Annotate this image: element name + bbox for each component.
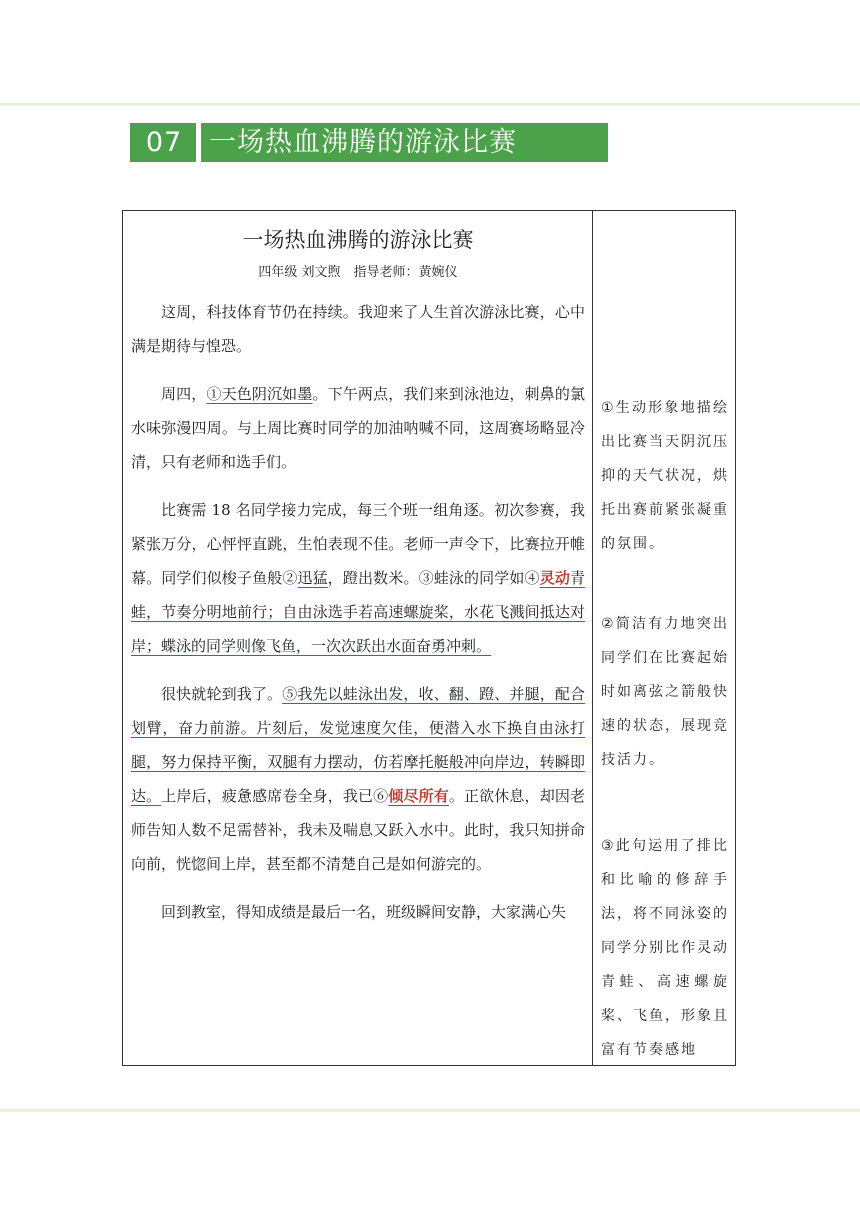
- paragraph-4: [131, 677, 585, 881]
- essay-byline: 四年级 刘文煦 指导老师：黄婉仪: [258, 265, 458, 280]
- p4-text-c: 上岸后，疲惫感席卷全身，我已⑥: [161, 787, 389, 805]
- p2-underlined-1: ①天色阴沉如墨: [206, 385, 313, 403]
- p3-text-c: ，蹬出数米。③蛙泳的同学如④: [327, 569, 540, 587]
- p2-text-c: 。下午两点，我们来到泳池边，刺鼻的氯水味弥漫四周。与上周比赛时同学的加油呐喊不同，这周赛场略显冷清，只有老师和选手们。: [131, 385, 585, 471]
- p3-text-a: 比赛需 18 名同学接力完成，每三个班一组角逐。初次参赛，我紧张万分，心怦怦直跳，生怕表现不佳。老师一声令下，比赛拉开帷幕。同学们似梭子鱼般②: [131, 501, 585, 587]
- banner-separator: [196, 123, 201, 162]
- annotation-3: ③此句运用了排比和比喻的修辞手法，将不同泳姿的同学分别比作灵动青蛙、高速螺旋桨、飞鱼，形象且富有节奏感地: [601, 838, 729, 1058]
- paragraph-1: 这周，科技体育节仍在持续。我迎来了人生首次游泳比赛，心中满是期待与惶恐。: [131, 303, 585, 355]
- bottom-rule: [0, 1109, 860, 1112]
- paragraph-2: [131, 377, 585, 479]
- p3-underlined-3: 青蛙，节奏分明地前行；自由泳选手若高速螺旋桨，水花飞溅间抵达对岸；蝶泳的同学则像飞鱼，一次次跃出水面奋勇冲刺。: [131, 569, 585, 655]
- annotation-1: ①生动形象地描绘出比赛当天阴沉压抑的天气状况，烘托出赛前紧张凝重的氛围。: [601, 400, 729, 552]
- paragraph-3: [131, 493, 585, 663]
- section-title: 一场热血沸腾的游泳比赛: [209, 127, 517, 158]
- column-divider: [592, 211, 593, 1065]
- p3-underlined-2: 迅猛: [297, 569, 328, 587]
- p4-text-a: 很快就轮到我了。: [161, 685, 283, 703]
- p3-highlight-4: 灵动: [539, 569, 570, 587]
- annotation-2: ②简洁有力地突出同学们在比赛起始时如离弦之箭般快速的状态，展现竞技活力。: [601, 616, 729, 768]
- p2-text-a: 周四，: [161, 385, 207, 403]
- section-banner: [130, 123, 608, 162]
- p4-underlined-5: ⑤我先以蛙泳出发，收、翻、蹬、并腿，配合划臂，奋力前游。片刻后，发觉速度欠佳，便潜入水下换自由泳打腿，努力保持平衡，双腿有力摆动，仿若摩托艇般冲向岸边，转瞬即达。: [131, 685, 585, 805]
- essay-title: 一场热血沸腾的游泳比赛: [242, 228, 474, 252]
- section-number: 07: [145, 127, 183, 158]
- p4-highlight-6: 倾尽所有: [388, 787, 449, 805]
- essay-column: [131, 211, 585, 929]
- top-rule: [0, 103, 860, 106]
- paragraph-5: 回到教室，得知成绩是最后一名，班级瞬间安静，大家满心失: [161, 903, 567, 921]
- essay-table: [122, 210, 736, 1066]
- p4-text-e: 。正欲休息，却因老师告知人数不足需替补，我未及喘息又跃入水中。此时，我只知拼命向前，恍惚间上岸，甚至都不清楚自己是如何游完的。: [131, 787, 585, 873]
